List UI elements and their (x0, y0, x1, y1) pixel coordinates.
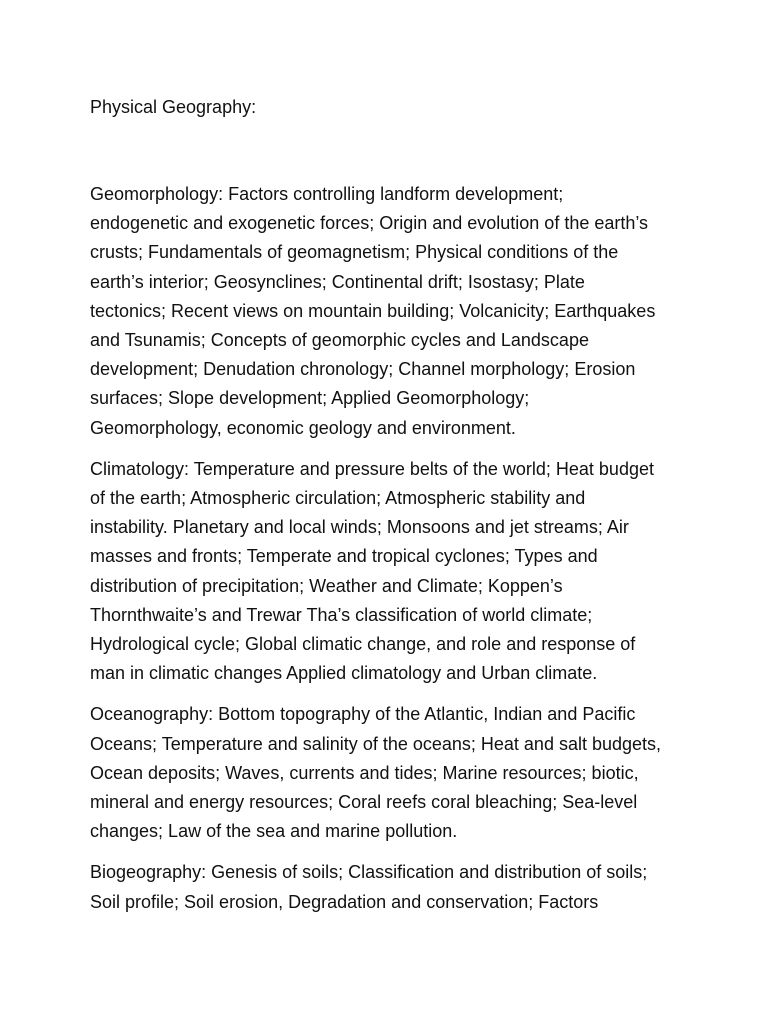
text-line: mineral and energy resources; Coral reefs coral bleaching; Sea-level (90, 792, 638, 813)
text-line: Thornthwaite’s and Trewar Tha’s classification of world climate; (90, 604, 593, 625)
document-heading: Physical Geography: (90, 97, 257, 117)
text-line: Soil profile; Soil erosion, Degradation and conservation; Factors (90, 891, 599, 912)
text-line: changes; Law of the sea and marine pollution. (90, 821, 458, 842)
document-page (90, 93, 680, 929)
text-line: Biogeography: Genesis of soils; Classification and distribution of soils; (90, 862, 648, 883)
paragraph-geomorphology (90, 180, 680, 443)
text-line: and Tsunamis; Concepts of geomorphic cycles and Landscape (90, 330, 589, 351)
text-line: Geomorphology, economic geology and environment. (90, 417, 516, 438)
paragraph-climatology (90, 455, 680, 689)
text-line: development; Denudation chronology; Channel morphology; Erosion (90, 359, 636, 380)
text-line: Oceans; Temperature and salinity of the oceans; Heat and salt budgets, (90, 733, 662, 754)
text-line: masses and fronts; Temperate and tropical cyclones; Types and (90, 546, 598, 567)
text-line: Ocean deposits; Waves, currents and tides; Marine resources; biotic, (90, 762, 639, 783)
text-line: instability. Planetary and local winds; Monsoons and jet streams; Air (90, 517, 629, 538)
text-line: earth’s interior; Geosynclines; Continental drift; Isostasy; Plate (90, 271, 585, 292)
text-line: crusts; Fundamentals of geomagnetism; Physical conditions of the (90, 242, 619, 263)
text-line: Climatology: Temperature and pressure belts of the world; Heat budget (90, 458, 654, 479)
text-line: of the earth; Atmospheric circulation; Atmospheric stability and (90, 488, 586, 509)
paragraph-biogeography (90, 858, 680, 916)
paragraph-oceanography (90, 700, 680, 846)
text-line: Geomorphology: Factors controlling landform development; (90, 184, 564, 204)
text-line: distribution of precipitation; Weather and Climate; Koppen’s (90, 575, 563, 596)
text-line: tectonics; Recent views on mountain building; Volcanicity; Earthquakes (90, 300, 656, 321)
text-line: Oceanography: Bottom topography of the Atlantic, Indian and Pacific (90, 704, 636, 725)
text-line: surfaces; Slope development; Applied Geomorphology; (90, 388, 530, 409)
text-line: Hydrological cycle; Global climatic change, and role and response of (90, 634, 636, 655)
text-line: endogenetic and exogenetic forces; Origin and evolution of the earth’s (90, 213, 649, 234)
text-line: man in climatic changes Applied climatology and Urban climate. (90, 663, 598, 684)
